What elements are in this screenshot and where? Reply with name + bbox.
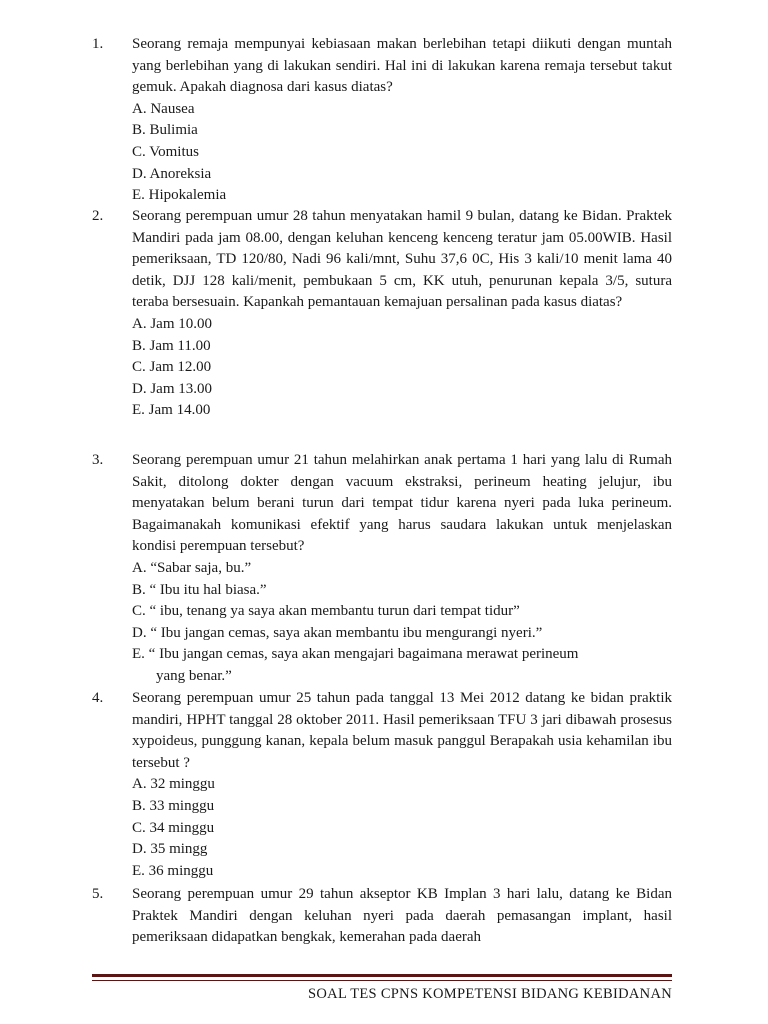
- option-c: C. 34 minggu: [132, 819, 215, 836]
- option-b: B. 33 minggu: [132, 797, 215, 814]
- question-3: [92, 450, 672, 688]
- question-text: Seorang perempuan umur 28 tahun menyatakan hamil 9 bulan, datang ke Bidan. Praktek Mandiri pada jam 08.00, dengan keluhan kenceng kenceng teratur jam 05.00WIB. Hasil pemeriksaan, TD 120/80, Nadi 96 kali/mnt, Suhu 37,6 0C, His 3 kali/10 menit lama 40 detik, DJJ 128 kali/menit, pembukaan 5 cm, KK utuh, penurunan kepala 3/5, sutura teraba bersesuain. Kapankah pemantauan kemajuan persalinan pada kasus diatas?: [132, 208, 672, 311]
- option-d: D. Jam 13.00: [132, 380, 212, 397]
- option-a: A. 32 minggu: [132, 776, 215, 793]
- question-number: 5.: [92, 886, 104, 902]
- option-b: B. Bulimia: [132, 122, 198, 139]
- question-2: [92, 206, 672, 422]
- option-e-continuation: yang benar.”: [156, 667, 232, 684]
- option-c: C. Vomitus: [132, 143, 199, 160]
- option-a: A. Nausea: [132, 100, 195, 117]
- option-b: B. Jam 11.00: [132, 337, 211, 354]
- option-a: A. “Sabar saja, bu.”: [132, 559, 252, 576]
- option-c: C. “ ibu, tenang ya saya akan membantu turun dari tempat tidur”: [132, 603, 520, 620]
- option-d: D. 35 mingg: [132, 841, 208, 858]
- option-list: [132, 774, 672, 882]
- question-number: 1.: [92, 36, 104, 52]
- option-c: C. Jam 12.00: [132, 359, 212, 376]
- option-a: A. Jam 10.00: [132, 315, 212, 332]
- question-text: Seorang perempuan umur 21 tahun melahirkan anak pertama 1 hari yang lalu di Rumah Sakit, ditolong dokter dengan vacuum ekstraksi, perineum heating jelujur, ibu menyatakan belum berani turun dari tempat tidur karena nyeri pada luka perineum. Bagaimanakah komunikasi efektif yang harus saudara lakukan untuk menjelaskan kondisi perempuan tersebut?: [132, 452, 672, 555]
- option-e-text: E. “ Ibu jangan cemas, saya akan mengajari bagaimana merawat perineum: [132, 646, 579, 663]
- option-b: B. “ Ibu itu hal biasa.”: [132, 581, 267, 598]
- question-number: 3.: [92, 452, 104, 468]
- footer-rule-thick: [92, 974, 672, 977]
- option-list: [132, 558, 672, 688]
- question-text: Seorang perempuan umur 29 tahun akseptor KB Implan 3 hari lalu, datang ke Bidan Praktek Mandiri dengan keluhan nyeri pada daerah pemasangan implant, hasil pemeriksaan didapatkan bengkak, kemerahan pada daerah: [132, 886, 672, 946]
- option-list: [132, 99, 672, 207]
- option-list: [132, 314, 672, 422]
- question-text: Seorang remaja mempunyai kebiasaan makan berlebihan tetapi diikuti dengan muntah yang berlebihan yang di lakukan sendiri. Hal ini di lakukan karena remaja tersebut takut gemuk. Apakah diagnosa dari kasus diatas?: [132, 36, 672, 96]
- option-d: D. “ Ibu jangan cemas, saya akan membantu ibu mengurangi nyeri.”: [132, 624, 543, 641]
- option-d: D. Anoreksia: [132, 165, 212, 182]
- question-4: [92, 688, 672, 882]
- question-number: 2.: [92, 208, 104, 224]
- footer-rule-thin: [92, 980, 672, 981]
- option-e: E. 36 minggu: [132, 862, 214, 879]
- option-e: [132, 644, 672, 687]
- option-e: E. Jam 14.00: [132, 402, 211, 419]
- question-number: 4.: [92, 690, 104, 706]
- question-text: Seorang perempuan umur 25 tahun pada tanggal 13 Mei 2012 datang ke bidan praktik mandiri, HPHT tanggal 28 oktober 2011. Hasil pemeriksaan TFU 3 jari dibawah prosesus xypoideus, punggung kanan, kepala belum masuk panggul Berapakah usia kehamilan ibu tersebut ?: [132, 690, 672, 771]
- question-5: [92, 884, 672, 949]
- question-1: [92, 34, 672, 207]
- option-e: E. Hipokalemia: [132, 187, 227, 204]
- footer-title: SOAL TES CPNS KOMPETENSI BIDANG KEBIDANAN: [308, 986, 672, 1002]
